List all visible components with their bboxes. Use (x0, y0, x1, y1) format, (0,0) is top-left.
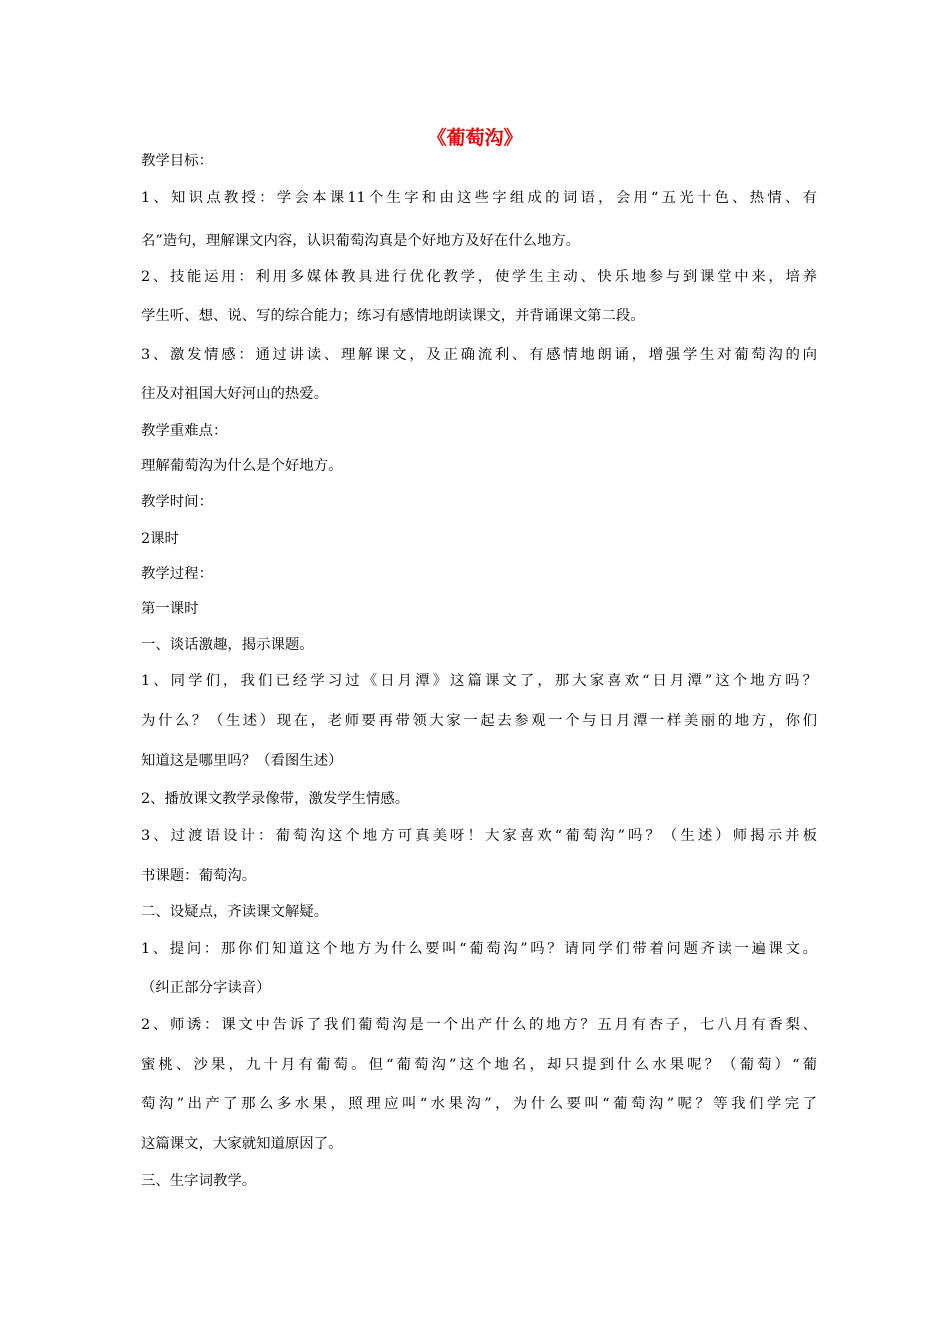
paragraph-line: 为什么？（生述）现在，老师要再带领大家一起去参观一个与日月潭一样美丽的地方，你们 (141, 713, 817, 729)
paragraph-line: 2、师诱：课文中告诉了我们葡萄沟是一个出产什么的地方？五月有杏子，七八月有香梨、 (141, 1017, 817, 1033)
heading-key-points: 教学重难点： (141, 423, 228, 439)
paragraph-line: 书课题：葡萄沟。 (141, 868, 257, 884)
heading-first-lesson: 第一课时 (141, 601, 199, 617)
paragraph-line: 知道这是哪里吗？（看图生述） (141, 753, 343, 769)
heading-teaching-process: 教学过程： (141, 566, 213, 582)
paragraph-line: 这篇课文，大家就知道原因了。 (141, 1136, 343, 1152)
paragraph-line: 蜜桃、沙果，九十月有葡萄。但“葡萄沟”这个地名，却只提到什么水果呢？（葡萄）“葡 (141, 1057, 817, 1073)
document-title: 《葡萄沟》 (427, 127, 523, 149)
paragraph-line: 3、激发情感：通过讲读、理解课文，及正确流利、有感情地朗诵，增强学生对葡萄沟的向 (141, 347, 817, 363)
paragraph-line: 2、播放课文教学录像带，激发学生情感。 (141, 791, 410, 807)
heading-teaching-time: 教学时间： (141, 494, 213, 510)
paragraph-line: 往及对祖国大好河山的热爱。 (141, 386, 329, 402)
section-heading: 二、设疑点，齐读课文解疑。 (141, 904, 329, 920)
section-heading: 一、谈话激趣，揭示课题。 (141, 637, 314, 653)
paragraph-line: 1、同学们，我们已经学习过《日月潭》这篇课文了，那大家喜欢“日月潭”这个地方吗？ (141, 673, 817, 689)
paragraph-line: 3、过渡语设计：葡萄沟这个地方可真美呀！大家喜欢“葡萄沟”吗？（生述）师揭示并板 (141, 828, 817, 844)
heading-teaching-goals: 教学目标： (141, 153, 213, 169)
paragraph-line: 1、知识点教授：学会本课11个生字和由这些字组成的词语，会用“五光十色、热情、有 (141, 190, 817, 206)
paragraph-line: 1、提问：那你们知道这个地方为什么要叫“葡萄沟”吗？请同学们带着问题齐读一遍课文。 (141, 941, 817, 957)
paragraph-line: 学生听、想、说、写的综合能力；练习有感情地朗读课文，并背诵课文第二段。 (141, 308, 645, 324)
paragraph-line: （纠正部分字读音） (141, 980, 271, 996)
section-heading: 三、生字词教学。 (141, 1173, 257, 1189)
paragraph-line: 2、技能运用：利用多媒体教具进行优化教学，使学生主动、快乐地参与到课堂中来，培养 (141, 269, 817, 285)
paragraph-line: 名”造句，理解课文内容，认识葡萄沟真是个好地方及好在什么地方。 (141, 233, 581, 249)
paragraph-line: 萄沟”出产了那么多水果，照理应叫“水果沟”，为什么要叫“葡萄沟”呢？等我们学完了 (141, 1096, 817, 1112)
paragraph-line: 理解葡萄沟为什么是个好地方。 (141, 458, 343, 474)
paragraph-line: 2课时 (141, 531, 179, 547)
